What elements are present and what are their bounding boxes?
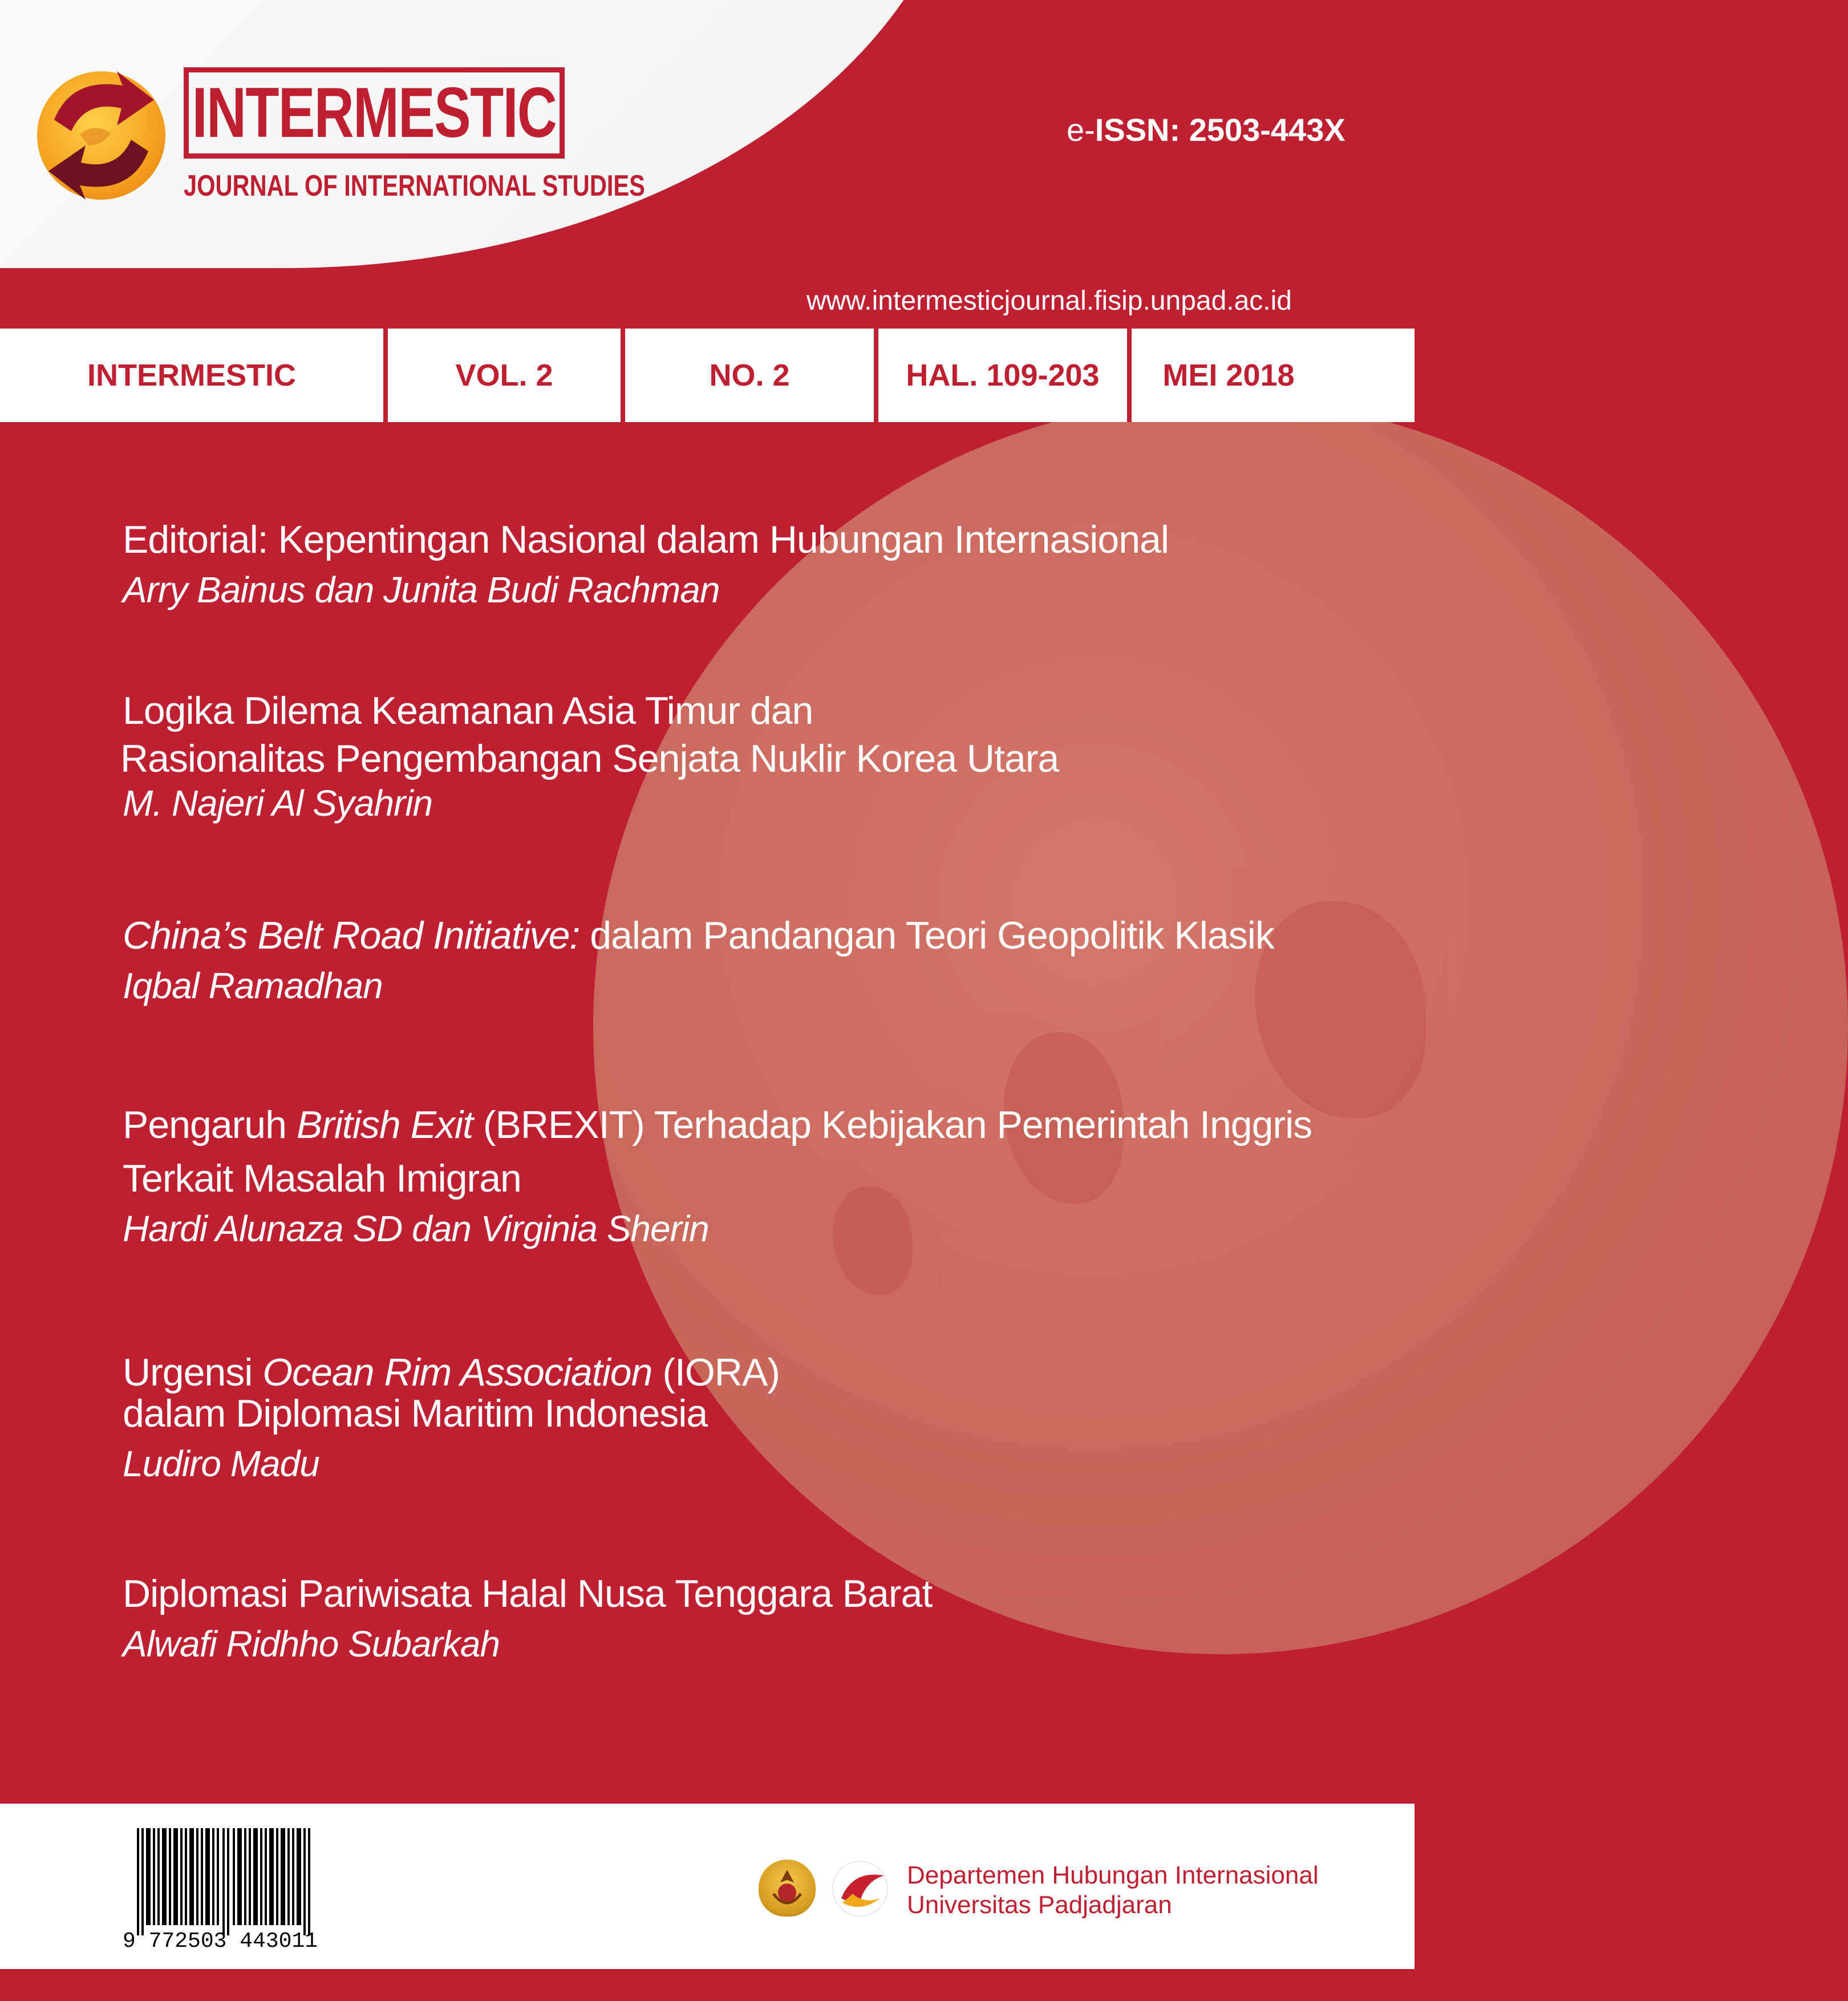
article-title: Editorial: Kepentingan Nasional dalam Hubungan Internasional	[123, 518, 1169, 561]
info-pages: HAL. 109-203	[906, 358, 1100, 392]
article-title-pre: Urgensi	[123, 1351, 263, 1394]
article-title-rest: dalam Pandangan Teori Geopolitik Klasik	[579, 914, 1274, 957]
logo-arrows-graphic	[31, 66, 171, 205]
issn-label	[1067, 111, 1346, 148]
seal-graphic	[759, 1860, 816, 1917]
cover-header	[0, 0, 1415, 316]
article-title-post: (BREXIT) Terhadap Kebijakan Pemerintah Inggris	[473, 1103, 1312, 1147]
article-title: Diplomasi Pariwisata Halal Nusa Tenggara Barat	[123, 1572, 933, 1615]
article-title: dalam Diplomasi Maritim Indonesia	[123, 1392, 708, 1435]
article-entry	[123, 912, 1274, 1010]
journal-subtitle: JOURNAL OF INTERNATIONAL STUDIES	[184, 169, 645, 202]
journal-title: INTERMESTIC	[192, 74, 557, 152]
globe-with-arrows-icon	[31, 66, 171, 205]
article-author: Alwafi Ridhho Subarkah	[123, 1623, 500, 1664]
issue-info-bar	[0, 329, 1415, 422]
department-logo-icon	[830, 1858, 890, 1919]
article-title-italic: China’s Belt Road Initiative:	[123, 914, 580, 957]
article-title-italic: Ocean Rim Association	[262, 1351, 653, 1394]
article-title: Rasionalitas Pengembangan Senjata Nuklir Korea Utara	[120, 737, 1059, 780]
article-entry	[120, 687, 1059, 827]
article-title	[123, 912, 1274, 959]
info-divider	[621, 329, 625, 422]
department-name	[907, 1861, 1319, 1920]
info-journal: INTERMESTIC	[87, 358, 296, 392]
article-entry	[123, 1101, 1312, 1253]
article-title: Logika Dilema Keamanan Asia Timur dan	[123, 689, 813, 732]
article-title: Terkait Masalah Imigran	[123, 1157, 521, 1200]
info-divider	[874, 329, 878, 422]
info-date: MEI 2018	[1162, 358, 1295, 392]
article-title-post: (IORA)	[652, 1351, 780, 1394]
globe-continent-shape	[1255, 901, 1426, 1118]
info-divider	[1127, 329, 1132, 422]
department-logo-graphic	[830, 1858, 890, 1919]
bottom-red-strip	[0, 1969, 1415, 2001]
info-volume: VOL. 2	[455, 358, 553, 392]
article-title-pre: Pengaruh	[123, 1103, 297, 1147]
info-divider	[383, 329, 388, 422]
info-number: NO. 2	[709, 358, 790, 392]
department-line-1: Departemen Hubungan Internasional	[907, 1861, 1319, 1889]
department-line-2: Universitas Padjadjaran	[907, 1891, 1172, 1919]
article-title	[123, 1101, 1312, 1149]
issn-number: ISSN: 2503-443X	[1095, 112, 1346, 148]
article-entry	[123, 516, 1169, 614]
article-entry	[123, 1570, 932, 1668]
journal-title-box	[184, 67, 565, 159]
article-author: Ludiro Madu	[123, 1443, 319, 1484]
article-title-italic: British Exit	[296, 1103, 473, 1147]
article-author: M. Najeri Al Syahrin	[123, 783, 433, 824]
barcode-icon	[137, 1828, 315, 1935]
article-author: Arry Bainus dan Junita Budi Rachman	[123, 569, 720, 610]
article-author: Iqbal Ramadhan	[123, 965, 383, 1006]
unpad-seal-icon	[759, 1860, 816, 1917]
issn-prefix: e-	[1067, 112, 1095, 148]
article-author: Hardi Alunaza SD dan Virginia Sherin	[123, 1208, 709, 1249]
journal-website[interactable]: www.intermesticjournal.fisip.unpad.ac.id	[806, 286, 1292, 316]
barcode-number: 9 772503 443011	[123, 1929, 318, 1954]
article-entry	[123, 1348, 780, 1488]
